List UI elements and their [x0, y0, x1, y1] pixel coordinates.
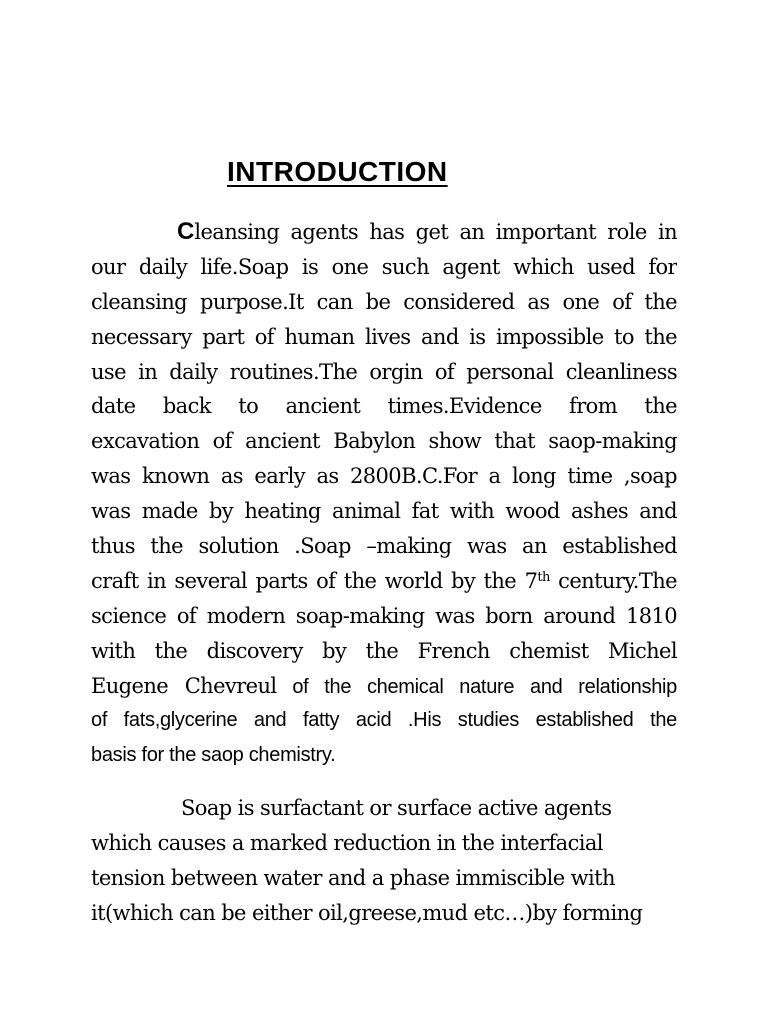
superscript: th	[537, 569, 550, 585]
drop-cap: C	[177, 218, 195, 245]
paragraph-line: was known as early as 2800B.C.For a long time ,soap	[91, 464, 677, 489]
paragraph-line: with the discovery by the French chemist Michel	[91, 638, 677, 663]
paragraph-line: our daily life.Soap is one such agent which used for	[91, 254, 677, 279]
line-text: of the chemical nature and relationship	[276, 675, 677, 698]
paragraph-line: date back to ancient times.Evidence from the	[91, 394, 677, 419]
paragraph-line	[91, 564, 677, 599]
line-text: century.The	[549, 568, 677, 593]
paragraph-line: science of modern soap-making was born around 1810	[91, 603, 677, 628]
paragraph-line: thus the solution .Soap –making was an established	[91, 534, 677, 559]
line-text: leansing agents has get an important role in	[194, 220, 677, 244]
page-title: INTRODUCTION	[227, 156, 448, 187]
paragraph-line: use in daily routines.The orgin of personal cleanliness	[91, 359, 677, 384]
paragraph-line: of fats,glycerine and fatty acid .His studies established the	[91, 709, 677, 732]
paragraph-surfactant	[91, 791, 677, 931]
paragraph-intro	[91, 215, 677, 773]
paragraph-line	[91, 215, 677, 250]
paragraph-line: Soap is surfactant or surface active agents	[181, 796, 612, 820]
paragraph-line: necessary part of human lives and is impossible to the	[91, 324, 677, 349]
paragraph-line: excavation of ancient Babylon show that saop-making	[91, 429, 677, 454]
paragraph-line: was made by heating animal fat with wood ashes and	[91, 499, 677, 524]
paragraph-line: which causes a marked reduction in the interfacial	[91, 830, 603, 855]
paragraph-line: it(which can be either oil,greese,mud etc…)by forming	[91, 900, 643, 925]
paragraph-line: tension between water and a phase immiscible with	[91, 865, 615, 890]
paragraph-line	[91, 669, 677, 704]
paragraph-line: basis for the saop chemistry.	[91, 744, 336, 767]
line-text: Eugene Chevreul	[91, 673, 277, 698]
paragraph-line: cleansing purpose.It can be considered as one of the	[91, 289, 677, 314]
line-text: craft in several parts of the world by the 7	[91, 568, 538, 593]
